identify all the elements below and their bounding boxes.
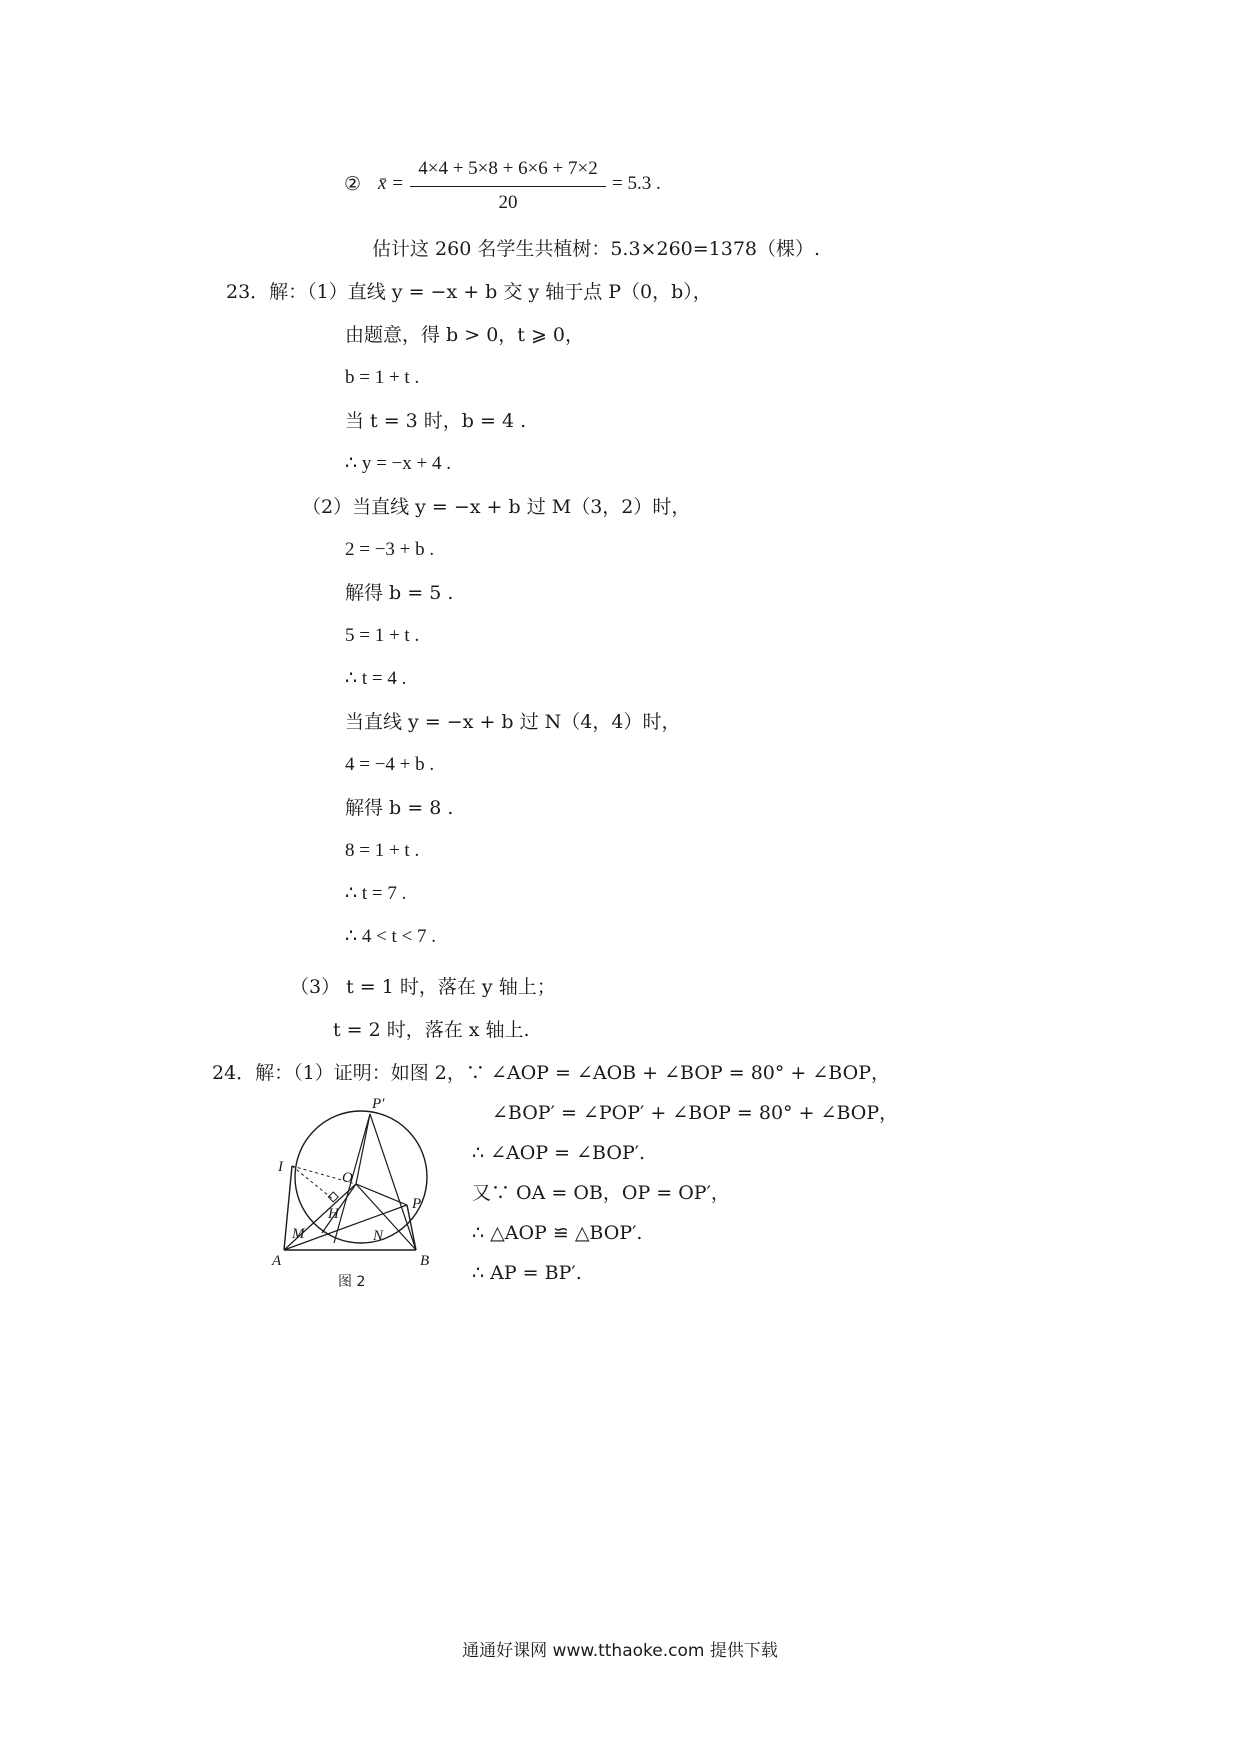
q23-line-15: ∴ t = 7 . <box>345 883 407 904</box>
geometry-figure-2 <box>270 1090 450 1295</box>
segment-ob <box>356 1184 416 1250</box>
label-i: I <box>278 1159 283 1175</box>
mean-result: = 5.3 . <box>612 173 661 194</box>
q24-line-4: 又∵ OA = OB，OP = OP′， <box>472 1182 730 1204</box>
label-b: B <box>420 1253 430 1269</box>
q23-line-10: ∴ t = 4 . <box>345 668 407 689</box>
q23-line-6: （2）当直线 y = −x + b 过 M（3，2）时， <box>302 496 691 518</box>
fraction-denominator: 20 <box>498 192 518 213</box>
label-a: A <box>272 1253 282 1269</box>
label-m: M <box>292 1226 305 1242</box>
q23-line-17: （3） t = 1 时，落在 y 轴上； <box>290 976 556 998</box>
label-o: O <box>342 1170 353 1186</box>
fraction-numerator: 4×4 + 5×8 + 6×6 + 7×2 <box>418 158 598 179</box>
q23-line-13: 解得 b = 8 . <box>345 797 454 819</box>
segment-op-prime <box>356 1114 370 1184</box>
q23-line-8: 解得 b = 5 . <box>345 582 454 604</box>
label-n: N <box>373 1228 384 1244</box>
q23-line-4: 当 t = 3 时，b = 4 . <box>345 410 527 432</box>
q23-line-11: 当直线 y = −x + b 过 N（4，4）时， <box>345 711 681 733</box>
q24-line-5: ∴ △AOP ≌ △BOP′. <box>472 1222 643 1244</box>
fraction-bar <box>410 186 606 187</box>
part2-marker: ② <box>344 173 362 195</box>
q23-line-12: 4 = −4 + b . <box>345 754 435 775</box>
q23-line-2: 由题意，得 b > 0，t ⩾ 0， <box>345 324 585 346</box>
q23-line-16: ∴ 4 < t < 7 . <box>345 926 437 947</box>
segment-ai <box>284 1166 292 1250</box>
figure-caption: 图 2 <box>338 1274 366 1290</box>
q24-line-1: 24．解：（1）证明：如图 2，∵ ∠AOP = ∠AOB + ∠BOP = 80° + ∠BOP， <box>212 1062 890 1084</box>
q23-line-9: 5 = 1 + t . <box>345 625 420 646</box>
q23-line-3: b = 1 + t . <box>345 367 420 388</box>
q23-line-5: ∴ y = −x + 4 . <box>345 453 451 474</box>
label-h: H <box>328 1206 339 1222</box>
q24-line-3: ∴ ∠AOP = ∠BOP′. <box>472 1142 646 1164</box>
q23-line-7: 2 = −3 + b . <box>345 539 435 560</box>
dashed-ih <box>292 1166 334 1200</box>
footer-download-credit: 通通好课网 www.tthaoke.com 提供下载 <box>462 1641 778 1661</box>
q23-line-18: t = 2 时，落在 x 轴上. <box>333 1019 530 1041</box>
q22-estimate: 估计这 260 名学生共植树：5.3×260=1378（棵）. <box>372 238 821 260</box>
q24-line-2: ∠BOP′ = ∠POP′ + ∠BOP = 80° + ∠BOP， <box>492 1102 899 1124</box>
q23-line-14: 8 = 1 + t . <box>345 840 420 861</box>
q23-line-1: 23．解：（1）直线 y = −x + b 交 y 轴于点 P（0，b）， <box>226 281 712 303</box>
q24-line-6: ∴ AP = BP′. <box>472 1262 582 1284</box>
xbar-label: x̄ = <box>378 173 405 194</box>
label-p-prime: P′ <box>372 1096 385 1112</box>
label-p: P <box>412 1196 422 1212</box>
mean-fraction <box>410 158 606 220</box>
